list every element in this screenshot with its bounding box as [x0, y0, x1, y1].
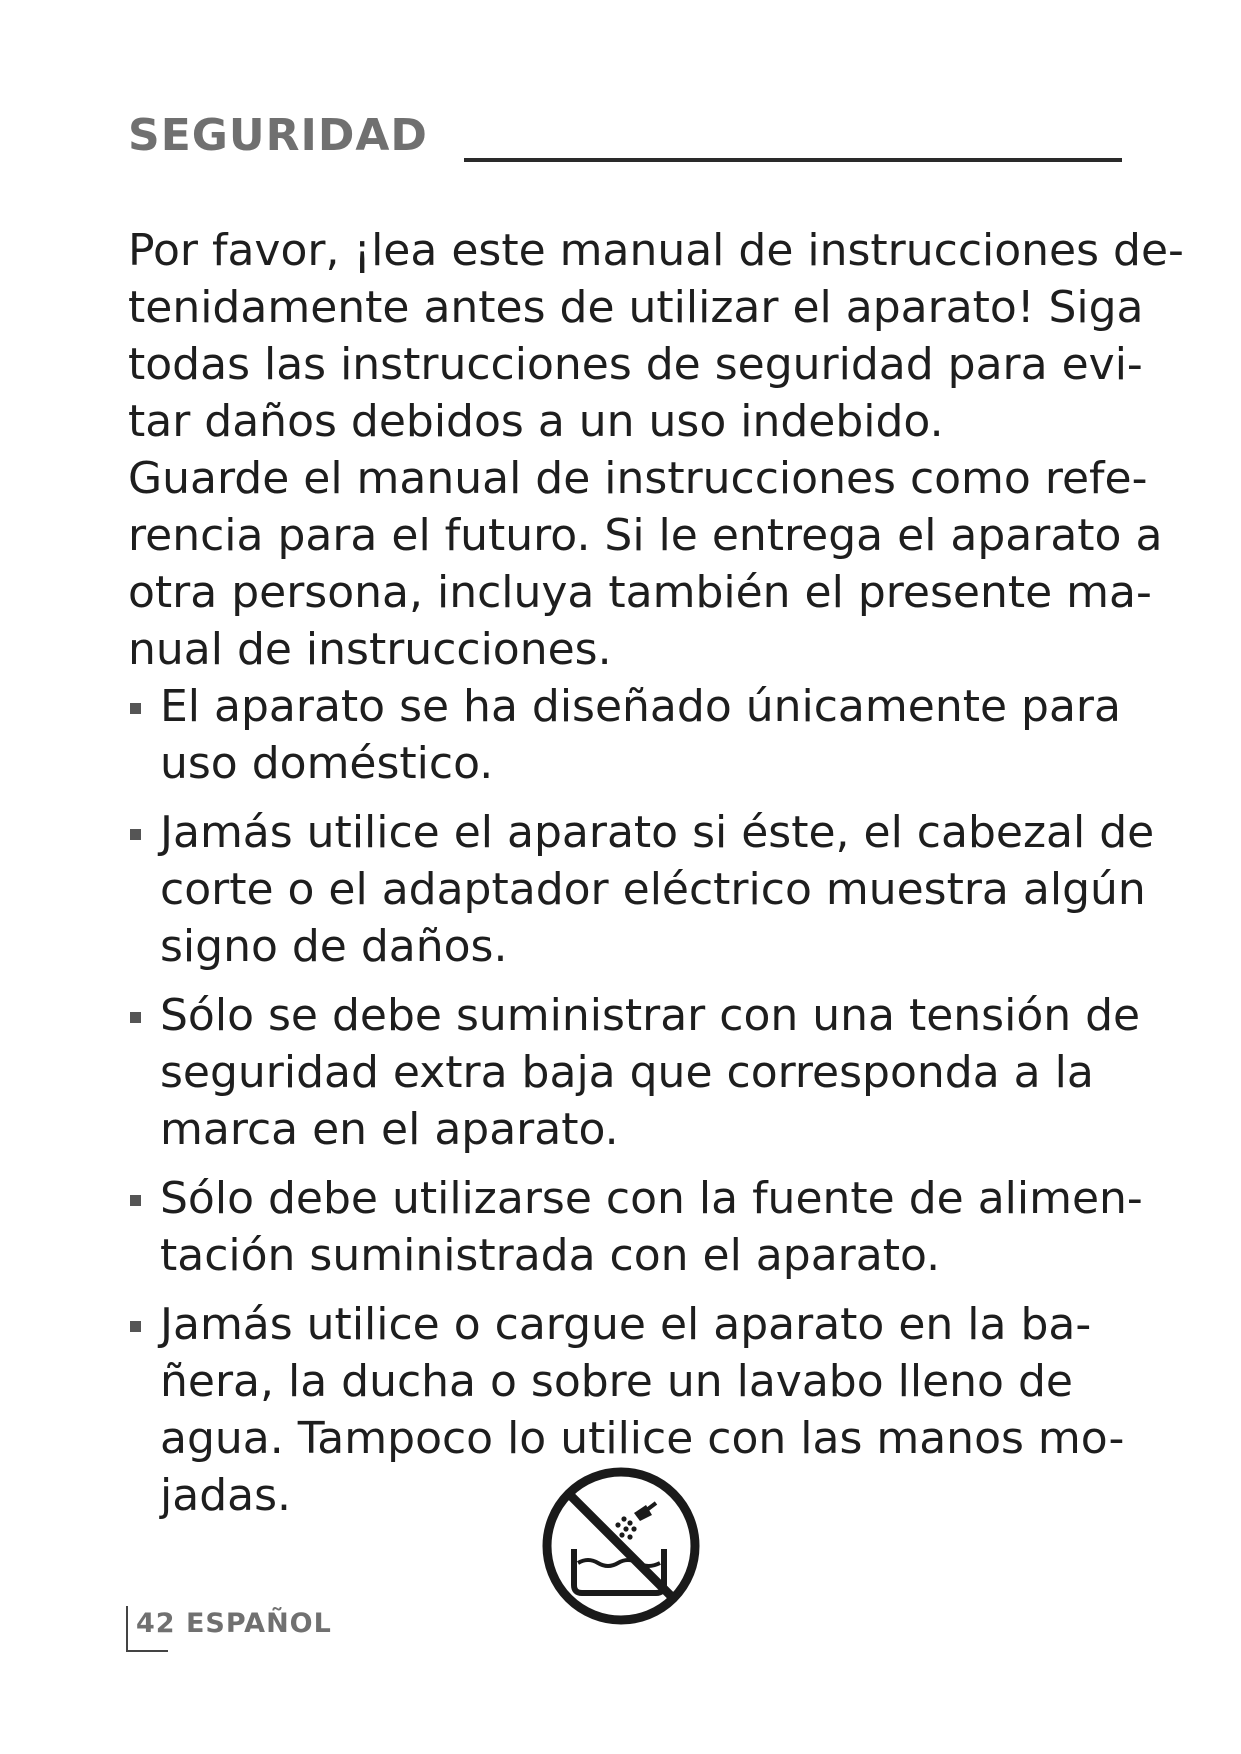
list-item [128, 678, 1128, 792]
text-line: uso doméstico. [160, 738, 494, 789]
title-rule [464, 158, 1122, 162]
text-line: corte o el adaptador eléctrico muestra algún [160, 864, 1146, 915]
text-line: Sólo debe utilizarse con la fuente de alimen- [160, 1173, 1143, 1224]
text-line: marca en el aparato. [160, 1104, 619, 1155]
list-item [128, 987, 1141, 1158]
list-item [128, 804, 1155, 975]
text-line: rencia para el futuro. Si le entrega el aparato a [128, 510, 1163, 561]
text-line: signo de daños. [160, 921, 508, 972]
square-bullet-icon [130, 1012, 141, 1023]
text-line: Por favor, ¡lea este manual de instrucciones de- [128, 225, 1184, 276]
square-bullet-icon [130, 1321, 141, 1332]
no-bath-shower-icon [538, 1463, 704, 1629]
intro [128, 222, 1184, 678]
intro-paragraph [128, 450, 1163, 678]
square-bullet-icon [130, 1195, 141, 1206]
text-line: tar daños debidos a un uso indebido. [128, 396, 944, 447]
text-line: nual de instrucciones. [128, 624, 612, 675]
text-line: agua. Tampoco lo utilice con las manos mo- [160, 1413, 1125, 1464]
body-text [128, 222, 1184, 1536]
safety-bullet-list [128, 678, 1155, 1524]
text-line: El aparato se ha diseñado únicamente para [160, 681, 1121, 732]
text-line: otra persona, incluya también el presente ma- [128, 567, 1152, 618]
page-number-label: 42 ESPAÑOL [136, 1608, 332, 1639]
square-bullet-icon [130, 703, 141, 714]
text-line: Guarde el manual de instrucciones como refe- [128, 453, 1148, 504]
text-line: Sólo se debe suministrar con una tensión de [160, 990, 1141, 1041]
text-line: tación suministrada con el aparato. [160, 1230, 941, 1281]
text-line: ñera, la ducha o sobre un lavabo lleno de [160, 1356, 1073, 1407]
section-header [128, 106, 1122, 166]
text-line: seguridad extra baja que corresponda a la [160, 1047, 1094, 1098]
square-bullet-icon [130, 829, 141, 840]
text-line: tenidamente antes de utilizar el aparato! Siga [128, 282, 1144, 333]
list-item [128, 1170, 1143, 1284]
text-line: jadas. [160, 1470, 291, 1521]
text-line: Jamás utilice o cargue el aparato en la ba- [160, 1299, 1092, 1350]
text-line: Jamás utilice el aparato si éste, el cabezal de [160, 807, 1155, 858]
intro-paragraph [128, 222, 1184, 450]
section-title: SEGURIDAD [128, 110, 428, 161]
text-line: todas las instrucciones de seguridad para evi- [128, 339, 1143, 390]
